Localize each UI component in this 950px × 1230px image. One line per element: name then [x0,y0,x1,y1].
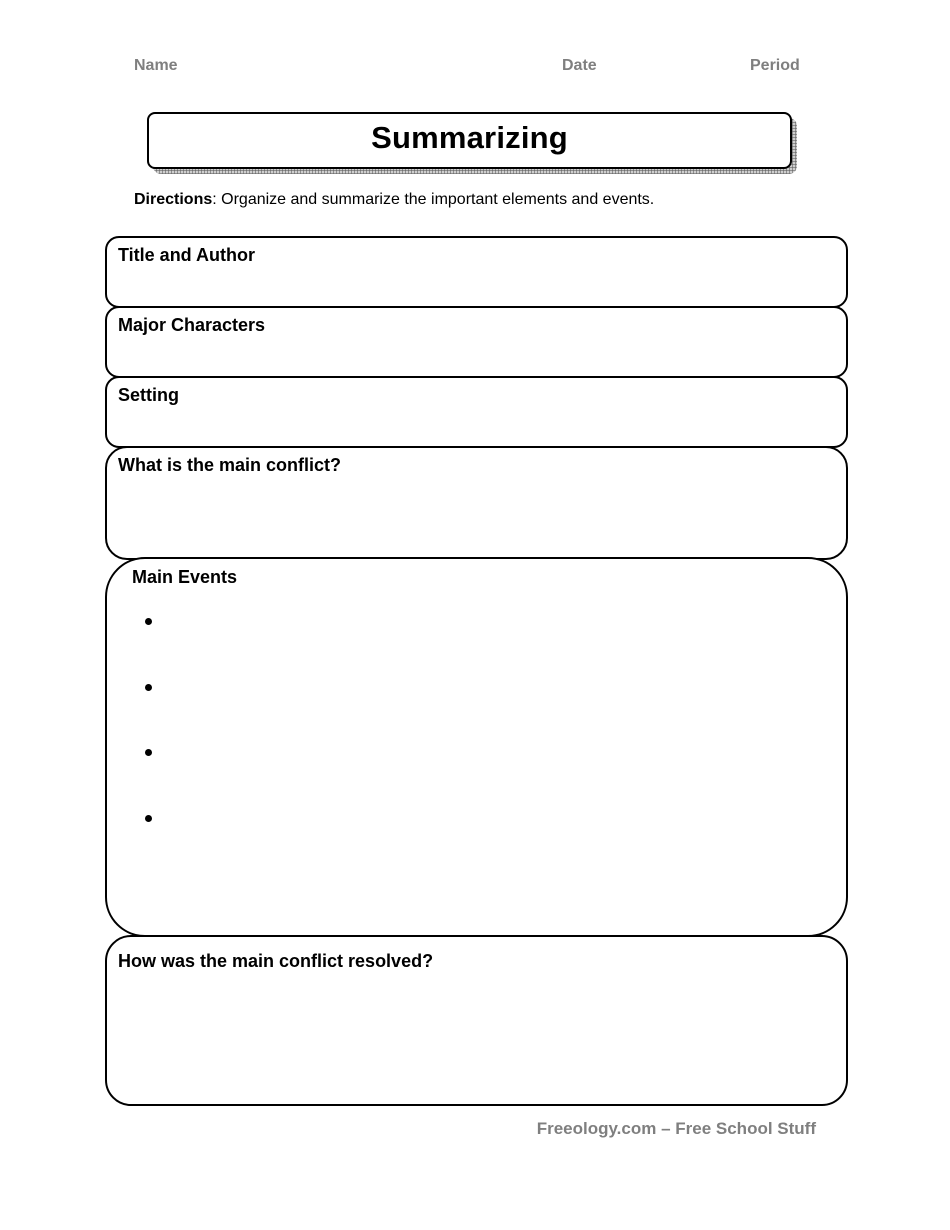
directions [134,191,654,209]
conflict-resolved-box[interactable] [105,935,848,1106]
event-bullet-3 [145,749,152,756]
directions-text: : Organize and summarize the important elements and events. [212,191,655,208]
directions-label: Directions [134,191,213,208]
title-author-box[interactable] [105,236,848,308]
main-events-label: Main Events [132,567,238,587]
date-label: Date [562,57,597,74]
footer-credit: Freeology.com – Free School Stuff [536,1119,816,1138]
major-characters-label: Major Characters [118,315,266,335]
setting-box[interactable] [105,376,848,448]
name-label: Name [134,57,178,74]
event-bullet-2 [145,684,152,691]
event-bullet-1 [145,618,152,625]
main-conflict-label: What is the main conflict? [118,455,342,475]
setting-label: Setting [118,385,179,405]
event-bullet-4 [145,815,152,822]
page-title: Summarizing [371,119,568,155]
conflict-resolved-label: How was the main conflict resolved? [118,951,434,971]
main-conflict-box[interactable] [105,446,848,560]
title-author-label: Title and Author [118,245,255,265]
main-events-box[interactable] [105,557,848,937]
major-characters-box[interactable] [105,306,848,378]
title-box [147,112,792,169]
period-label: Period [750,57,800,74]
